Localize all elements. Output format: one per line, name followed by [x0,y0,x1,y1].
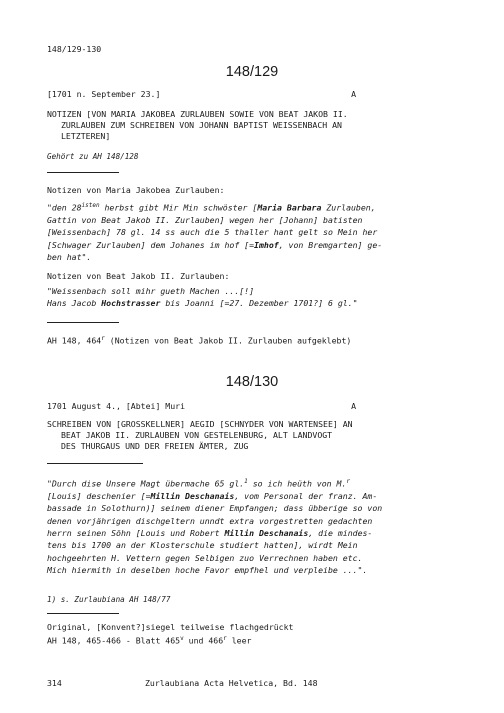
date-line-130 [47,401,430,413]
section1-line-2: Gattin von Beat Jakob II. Zurlauben] wegen her [Johann] batisten [47,215,363,226]
heading-130-line-2: BEAT JAKOB II. ZURLAUBEN VON GESTELENBURG, ALT LANDVOGT [61,430,333,441]
heading-129-line-3: LETZTEREN] [61,131,111,142]
section2-line-2: Hans Jacob Hochstrasser bis Joanni [=27. Dezember 1701?] 6 gl." [47,298,358,309]
heading-130-line-1: SCHREIBEN VON [GROSSKELLNER] AEGID [SCHNYDER VON WARTENSEE] AN [47,419,353,429]
date-130: 1701 August 4., [Abtei] Muri [47,401,186,411]
section2-line-1: "Weissenbach soll mihr gueth Machen ...[!] [47,286,255,296]
section2-text [47,285,457,310]
section1-line-4: [Schwager Zurlauben] dem Johanes im hof [=Imhof, von Bremgarten] ge- [47,239,383,250]
divider-rule [47,322,119,323]
section1-line-1: "den $28^{isten}$ herbst gibt Mir Min schwöster [Maria Barbara Zurlauben, [47,202,376,213]
letter-line-3: bassade in Solothurn)] seinem diener Empfangen; dass übberige so von [47,503,383,514]
date-line-129 [47,89,430,101]
letter-line-4: denen vorjährigen dischgeltern unndt extra vorgestretten gedachten [47,515,373,526]
marker-130: A [351,401,356,411]
divider-rule [47,172,119,173]
source-130-line-2: AH 148, 465-466 - Blatt 465$^v$ und 466$^r$ leer [47,635,252,646]
heading-129 [47,109,437,143]
source-130-line-1: Original, [Konvent?]siegel teilweise flachgedrückt [47,622,294,632]
source-129: AH 148, 464$^r$ (Notizen von Beat Jakob II. Zurlauben aufgeklebt) [47,335,352,346]
divider-rule [47,463,143,464]
section1-label: Notizen von Maria Jakobea Zurlauben: [47,185,225,195]
letter-line-8: Mich hiermith in deselben hoche Favor empfhel und verpleibe ...". [47,564,368,575]
letter-line-1: "Durch dise Unsere Magt übermache 65 gl.$^1$ so ich heüth von M.$^r$ [47,478,351,489]
letter-line-5: herrn seinen Söhn [Louis und Robert Millin Deschanais, die mindes- [47,527,373,538]
marker-129: A [351,89,356,99]
publication-title: Zurlaubiana Acta Helvetica, Bd. 148 [145,678,318,688]
source-130 [47,621,430,647]
date-129: [1701 n. September 23.] [47,89,161,99]
belongs-to-note: Gehört zu AH 148/128 [47,152,139,161]
divider-rule [47,613,119,614]
heading-129-line-1: NOTIZEN [VON MARIA JAKOBEA ZURLAUBEN SOWIE VON BEAT JAKOB II. [47,109,348,119]
letter-line-7: hochgeehrten H. Vettern gegen Selbigen zuo Verrechnen haben etc. [47,552,363,563]
heading-130 [47,419,437,453]
section1-text [47,200,457,263]
section2-label: Notizen von Beat Jakob II. Zurlauben: [47,271,230,281]
section1-line-3: [Weissenbach] 78 gl. 14 ss auch die 5 thaller hant gelt so Mein her [47,227,378,238]
letter-text [47,476,457,576]
page-number: 314 [47,678,62,688]
letter-line-2: [Louis] deschenier [=Millin Deschanais, vom Personal der franz. Am- [47,491,378,502]
letter-line-6: tens bis 1700 an der Klosterschule studiert hatten], wirdt Mein [47,540,358,551]
document-number-130: 148/130 [225,374,279,390]
section1-line-5: ben hat". [47,251,92,262]
page-range-header: 148/129-130 [47,44,102,54]
footnote: 1) s. Zurlaubiana AH 148/77 [47,595,171,604]
heading-130-line-3: DES THURGAUS UND DER FREIEN ÄMTER, ZUG [61,441,249,452]
heading-129-line-2: ZURLAUBEN ZUM SCHREIBEN VON JOHANN BAPTIST WEISSENBACH AN [61,120,342,131]
document-number-129: 148/129 [225,64,279,80]
